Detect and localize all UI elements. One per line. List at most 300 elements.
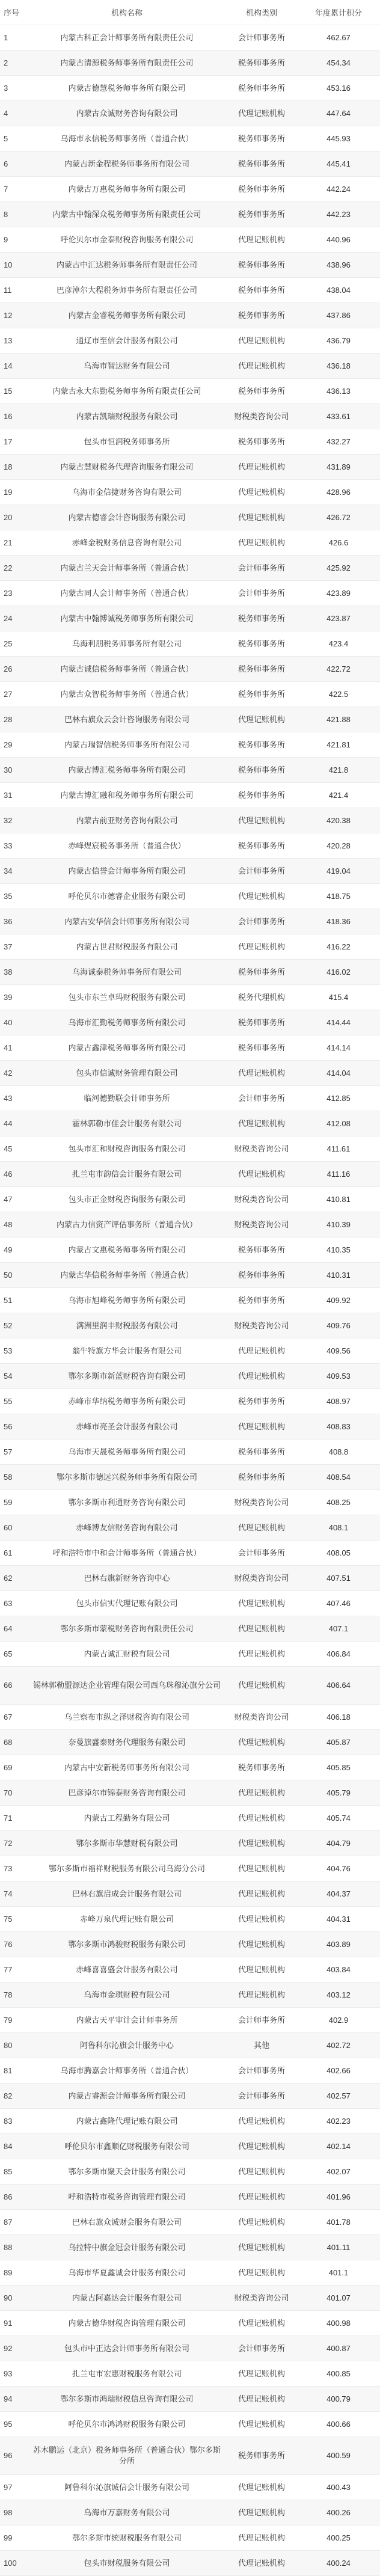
cell-score: 402.23 xyxy=(297,2109,380,2134)
cell-score: 462.67 xyxy=(297,25,380,51)
cell-type: 代理记账机构 xyxy=(226,2134,297,2159)
cell-type: 代理记账机构 xyxy=(226,505,297,530)
cell-no: 37 xyxy=(0,934,28,960)
cell-score: 421.4 xyxy=(297,783,380,808)
cell-type: 代理记账机构 xyxy=(226,2475,297,2500)
cell-type: 代理记账机构 xyxy=(226,2210,297,2235)
cell-score: 401.1 xyxy=(297,2260,380,2286)
cell-no: 99 xyxy=(0,2525,28,2551)
cell-score: 423.89 xyxy=(297,581,380,606)
cell-type: 其他 xyxy=(226,2033,297,2058)
table-row xyxy=(0,1313,380,1339)
cell-name: 内蒙古安华信会计师事务所有限公司 xyxy=(28,909,226,934)
cell-name: 呼和浩特市税务咨询管理有限公司 xyxy=(28,2185,226,2210)
cell-score: 410.35 xyxy=(297,1237,380,1263)
cell-type: 代理记账机构 xyxy=(226,2311,297,2336)
cell-no: 21 xyxy=(0,530,28,556)
cell-name: 巴彦淖尔大程税务师事务所有限责任公司 xyxy=(28,278,226,303)
cell-name: 奈曼旗盛泰财务代理服务有限公司 xyxy=(28,1730,226,1755)
table-row xyxy=(0,783,380,808)
cell-no: 75 xyxy=(0,1907,28,1932)
cell-type: 财税类咨询公司 xyxy=(226,1136,297,1162)
table-row xyxy=(0,1237,380,1263)
table-row xyxy=(0,1162,380,1187)
cell-score: 402.9 xyxy=(297,2008,380,2033)
cell-type: 代理记账机构 xyxy=(226,2387,297,2412)
cell-no: 70 xyxy=(0,1780,28,1806)
cell-score: 406.64 xyxy=(297,1667,380,1705)
table-row xyxy=(0,1263,380,1288)
table-row xyxy=(0,2008,380,2033)
table-row xyxy=(0,1389,380,1414)
cell-no: 88 xyxy=(0,2235,28,2260)
table-row xyxy=(0,1780,380,1806)
cell-name: 霍林郭勒市佳会计服务有限公司 xyxy=(28,1111,226,1136)
table-row xyxy=(0,505,380,530)
cell-score: 453.16 xyxy=(297,76,380,101)
cell-no: 44 xyxy=(0,1111,28,1136)
table-row xyxy=(0,1414,380,1440)
cell-score: 404.76 xyxy=(297,1856,380,1881)
cell-no: 73 xyxy=(0,1856,28,1881)
cell-score: 420.38 xyxy=(297,808,380,833)
cell-type: 代理记账机构 xyxy=(226,480,297,505)
cell-name: 内蒙古中汇达税务师事务所有限责任公司 xyxy=(28,253,226,278)
table-row xyxy=(0,1566,380,1591)
cell-name: 内蒙古慧财税务代理咨询服务有限公司 xyxy=(28,455,226,480)
cell-type: 税务师事务所 xyxy=(226,303,297,328)
cell-type: 代理记账机构 xyxy=(226,2525,297,2551)
table-row xyxy=(0,833,380,859)
cell-score: 405.85 xyxy=(297,1755,380,1780)
cell-type: 税务师事务所 xyxy=(226,960,297,985)
cell-type: 税务师事务所 xyxy=(226,606,297,631)
cell-no: 65 xyxy=(0,1642,28,1667)
cell-type: 代理记账机构 xyxy=(226,1831,297,1856)
cell-score: 414.14 xyxy=(297,1035,380,1061)
cell-name: 包头市信诚财务管理有限公司 xyxy=(28,1061,226,1086)
cell-type: 会计师事务所 xyxy=(226,909,297,934)
cell-type: 代理记账机构 xyxy=(226,1061,297,1086)
cell-no: 28 xyxy=(0,707,28,732)
table-row xyxy=(0,657,380,682)
cell-score: 408.05 xyxy=(297,1541,380,1566)
table-row xyxy=(0,2210,380,2235)
table-row xyxy=(0,1806,380,1831)
cell-name: 内蒙古天平审计会计师事务所 xyxy=(28,2008,226,2033)
cell-name: 内蒙古华信税务师事务所（普通合伙） xyxy=(28,1263,226,1288)
table-row xyxy=(0,1111,380,1136)
table-row xyxy=(0,328,380,354)
cell-no: 48 xyxy=(0,1212,28,1237)
cell-no: 10 xyxy=(0,253,28,278)
cell-name: 内蒙古诚汇财税有限公司 xyxy=(28,1642,226,1667)
table-row xyxy=(0,2500,380,2525)
cell-score: 422.5 xyxy=(297,682,380,707)
cell-no: 72 xyxy=(0,1831,28,1856)
cell-name: 阿鲁科尔沁旗会计服务中心 xyxy=(28,2033,226,2058)
cell-score: 438.04 xyxy=(297,278,380,303)
cell-name: 呼伦贝尔市金泰财税咨询服务有限公司 xyxy=(28,227,226,253)
cell-name: 内蒙古新金程税务师事务所有限公司 xyxy=(28,152,226,177)
cell-name: 内蒙古瑞智信税务师事务所有限公司 xyxy=(28,732,226,758)
cell-type: 代理记账机构 xyxy=(226,1111,297,1136)
table-row xyxy=(0,1465,380,1490)
table-row xyxy=(0,758,380,783)
cell-name: 内蒙古万惠税务师事务所有限公司 xyxy=(28,177,226,202)
cell-name: 内蒙古世君财税服务有限公司 xyxy=(28,934,226,960)
cell-no: 23 xyxy=(0,581,28,606)
cell-score: 400.26 xyxy=(297,2500,380,2525)
cell-score: 428.96 xyxy=(297,480,380,505)
cell-type: 税务师事务所 xyxy=(226,1440,297,1465)
cell-name: 鄂尔多斯市聚天会计服务有限公司 xyxy=(28,2159,226,2185)
cell-type: 代理记账机构 xyxy=(226,1907,297,1932)
cell-name: 赤峰市亮圣会计服务有限公司 xyxy=(28,1414,226,1440)
table-row xyxy=(0,25,380,51)
cell-name: 乌兰察布市纵之泽财税咨询有限公司 xyxy=(28,1705,226,1730)
cell-type: 财税类咨询公司 xyxy=(226,1705,297,1730)
cell-type: 代理记账机构 xyxy=(226,1881,297,1907)
cell-no: 18 xyxy=(0,455,28,480)
table-row xyxy=(0,1705,380,1730)
cell-no: 5 xyxy=(0,126,28,152)
table-row xyxy=(0,1061,380,1086)
cell-name: 内蒙古中翰博诚税务师事务所有限公司 xyxy=(28,606,226,631)
table-row xyxy=(0,2475,380,2500)
cell-score: 416.02 xyxy=(297,960,380,985)
cell-name: 赤峰煜宸税务事务所（普通合伙） xyxy=(28,833,226,859)
cell-score: 407.46 xyxy=(297,1591,380,1616)
cell-type: 代理记账机构 xyxy=(226,2235,297,2260)
table-row xyxy=(0,1932,380,1957)
cell-type: 代理记账机构 xyxy=(226,934,297,960)
cell-score: 412.85 xyxy=(297,1086,380,1111)
cell-score: 423.87 xyxy=(297,606,380,631)
cell-type: 会计师事务所 xyxy=(226,556,297,581)
table-row xyxy=(0,455,380,480)
cell-name: 鄂尔多斯市统财税服务有限公司 xyxy=(28,2525,226,2551)
cell-name: 巴林右旗新财务咨询中心 xyxy=(28,1566,226,1591)
table-row xyxy=(0,202,380,227)
cell-type: 代理记账机构 xyxy=(226,1515,297,1541)
cell-name: 内蒙古众智税务师事务所（普通合伙） xyxy=(28,682,226,707)
cell-score: 405.79 xyxy=(297,1780,380,1806)
cell-score: 408.97 xyxy=(297,1389,380,1414)
cell-no: 86 xyxy=(0,2185,28,2210)
cell-type: 代理记账机构 xyxy=(226,2551,297,2576)
cell-score: 418.36 xyxy=(297,909,380,934)
cell-no: 58 xyxy=(0,1465,28,1490)
cell-name: 巴林右旗众诚财会服务有限公司 xyxy=(28,2210,226,2235)
table-row xyxy=(0,76,380,101)
cell-type: 财税类咨询公司 xyxy=(226,1187,297,1212)
cell-name: 乌海市腾嘉会计师事务所（普通合伙） xyxy=(28,2058,226,2084)
cell-name: 内蒙古睿源会计师事务所有限公司 xyxy=(28,2084,226,2109)
cell-type: 代理记账机构 xyxy=(226,2185,297,2210)
table-row xyxy=(0,1881,380,1907)
cell-score: 415.4 xyxy=(297,985,380,1010)
cell-name: 满洲里润丰财税服务有限公司 xyxy=(28,1313,226,1339)
cell-name: 通辽市至信会计服务有限公司 xyxy=(28,328,226,354)
cell-score: 411.16 xyxy=(297,1162,380,1187)
table-row xyxy=(0,884,380,909)
cell-type: 代理记账机构 xyxy=(226,530,297,556)
cell-no: 46 xyxy=(0,1162,28,1187)
table-row xyxy=(0,2033,380,2058)
cell-no: 83 xyxy=(0,2109,28,2134)
cell-no: 92 xyxy=(0,2336,28,2361)
cell-score: 442.24 xyxy=(297,177,380,202)
cell-name: 包头市汇和财税咨询服务有限公司 xyxy=(28,1136,226,1162)
table-row xyxy=(0,126,380,152)
cell-no: 53 xyxy=(0,1339,28,1364)
cell-type: 代理记账机构 xyxy=(226,1957,297,1983)
table-row xyxy=(0,2134,380,2159)
cell-type: 代理记账机构 xyxy=(226,1856,297,1881)
cell-no: 90 xyxy=(0,2286,28,2311)
cell-score: 412.08 xyxy=(297,1111,380,1136)
cell-no: 63 xyxy=(0,1591,28,1616)
cell-no: 43 xyxy=(0,1086,28,1111)
cell-type: 税务师事务所 xyxy=(226,732,297,758)
table-row xyxy=(0,1086,380,1111)
cell-no: 1 xyxy=(0,25,28,51)
cell-name: 内蒙古博汇税务师事务所有限公司 xyxy=(28,758,226,783)
table-row xyxy=(0,1136,380,1162)
cell-no: 97 xyxy=(0,2475,28,2500)
cell-score: 420.28 xyxy=(297,833,380,859)
cell-score: 426.6 xyxy=(297,530,380,556)
cell-type: 会计师事务所 xyxy=(226,2336,297,2361)
cell-no: 15 xyxy=(0,379,28,404)
cell-no: 85 xyxy=(0,2159,28,2185)
table-row xyxy=(0,909,380,934)
cell-score: 445.93 xyxy=(297,126,380,152)
table-row xyxy=(0,303,380,328)
table-row xyxy=(0,1642,380,1667)
table-row xyxy=(0,2185,380,2210)
cell-score: 400.25 xyxy=(297,2525,380,2551)
cell-no: 33 xyxy=(0,833,28,859)
cell-name: 巴彦淖尔市锦泰财务咨询有限公司 xyxy=(28,1780,226,1806)
cell-score: 404.31 xyxy=(297,1907,380,1932)
cell-name: 呼和浩特市中和会计师事务所（普通合伙） xyxy=(28,1541,226,1566)
cell-type: 税务师事务所 xyxy=(226,1035,297,1061)
cell-name: 乌海市汇勤税务师事务所有限公司 xyxy=(28,1010,226,1035)
cell-type: 税务师事务所 xyxy=(226,1465,297,1490)
cell-no: 55 xyxy=(0,1389,28,1414)
cell-no: 45 xyxy=(0,1136,28,1162)
cell-type: 财税类咨询公司 xyxy=(226,1566,297,1591)
table-row xyxy=(0,2387,380,2412)
cell-no: 74 xyxy=(0,1881,28,1907)
cell-no: 79 xyxy=(0,2008,28,2033)
header-score: 年度累计积分 xyxy=(297,0,380,25)
table-row xyxy=(0,859,380,884)
cell-no: 66 xyxy=(0,1667,28,1705)
cell-no: 30 xyxy=(0,758,28,783)
cell-no: 100 xyxy=(0,2551,28,2576)
cell-no: 56 xyxy=(0,1414,28,1440)
cell-type: 税务师事务所 xyxy=(226,833,297,859)
cell-score: 403.12 xyxy=(297,1983,380,2008)
cell-name: 呼伦贝尔市鸿鸿财税服务有限公司 xyxy=(28,2412,226,2437)
cell-name: 扎兰屯市韵信会计服务有限公司 xyxy=(28,1162,226,1187)
cell-type: 代理记账机构 xyxy=(226,2109,297,2134)
cell-name: 鄂尔多斯市新蓝财税咨询有限公司 xyxy=(28,1364,226,1389)
cell-no: 76 xyxy=(0,1932,28,1957)
cell-score: 402.72 xyxy=(297,2033,380,2058)
table-row xyxy=(0,429,380,455)
cell-type: 税务师事务所 xyxy=(226,51,297,76)
cell-name: 阿鲁科尔沁旗诚信会计服务有限公司 xyxy=(28,2475,226,2500)
cell-no: 52 xyxy=(0,1313,28,1339)
cell-score: 409.56 xyxy=(297,1339,380,1364)
cell-no: 9 xyxy=(0,227,28,253)
cell-no: 17 xyxy=(0,429,28,455)
cell-name: 鄂尔多斯市福祥财税服务有限公司乌海分公司 xyxy=(28,1856,226,1881)
cell-no: 81 xyxy=(0,2058,28,2084)
table-header xyxy=(0,0,380,25)
cell-score: 422.72 xyxy=(297,657,380,682)
cell-type: 代理记账机构 xyxy=(226,707,297,732)
table-row xyxy=(0,1983,380,2008)
table-row xyxy=(0,152,380,177)
cell-name: 内蒙古信誉会计师事务所有限公司 xyxy=(28,859,226,884)
cell-no: 57 xyxy=(0,1440,28,1465)
cell-score: 431.89 xyxy=(297,455,380,480)
cell-score: 406.18 xyxy=(297,1705,380,1730)
cell-type: 代理记账机构 xyxy=(226,884,297,909)
cell-type: 代理记账机构 xyxy=(226,1642,297,1667)
cell-name: 内蒙古力信资产评估事务所（普通合伙） xyxy=(28,1212,226,1237)
cell-score: 442.23 xyxy=(297,202,380,227)
cell-no: 34 xyxy=(0,859,28,884)
table-row xyxy=(0,1339,380,1364)
cell-no: 77 xyxy=(0,1957,28,1983)
cell-name: 呼伦贝尔市鑫顺亿财税服务有限公司 xyxy=(28,2134,226,2159)
cell-score: 405.74 xyxy=(297,1806,380,1831)
cell-name: 鄂尔多斯市蒙税财务咨询有限责任公司 xyxy=(28,1616,226,1642)
cell-type: 会计师事务所 xyxy=(226,859,297,884)
table-row xyxy=(0,379,380,404)
cell-name: 内蒙古工程勤务有限公司 xyxy=(28,1806,226,1831)
table-row xyxy=(0,606,380,631)
cell-no: 91 xyxy=(0,2311,28,2336)
cell-score: 418.75 xyxy=(297,884,380,909)
table-row xyxy=(0,530,380,556)
cell-score: 438.96 xyxy=(297,253,380,278)
cell-type: 代理记账机构 xyxy=(226,1591,297,1616)
cell-name: 乌海市天晟税务师事务所有限公司 xyxy=(28,1440,226,1465)
cell-no: 27 xyxy=(0,682,28,707)
cell-score: 440.96 xyxy=(297,227,380,253)
cell-type: 税务师事务所 xyxy=(226,1755,297,1780)
cell-name: 包头市东兰卓玛财税服务有限公司 xyxy=(28,985,226,1010)
cell-type: 税务师事务所 xyxy=(226,177,297,202)
cell-score: 401.07 xyxy=(297,2286,380,2311)
table-body xyxy=(0,25,380,2576)
cell-type: 代理记账机构 xyxy=(226,1806,297,1831)
cell-name: 包头市恒润税务师事务所 xyxy=(28,429,226,455)
cell-type: 会计师事务所 xyxy=(226,25,297,51)
table-row xyxy=(0,556,380,581)
cell-name: 内蒙古德华财税咨询管理有限公司 xyxy=(28,2311,226,2336)
cell-name: 内蒙古诚信税务师事务所（普通合伙） xyxy=(28,657,226,682)
cell-no: 87 xyxy=(0,2210,28,2235)
cell-name: 乌海市旭峰税务师事务所有限公司 xyxy=(28,1288,226,1313)
cell-no: 94 xyxy=(0,2387,28,2412)
table-row xyxy=(0,1490,380,1515)
cell-score: 400.98 xyxy=(297,2311,380,2336)
cell-type: 税务师事务所 xyxy=(226,126,297,152)
cell-score: 400.59 xyxy=(297,2437,380,2475)
cell-score: 421.88 xyxy=(297,707,380,732)
table-row xyxy=(0,808,380,833)
cell-no: 93 xyxy=(0,2361,28,2387)
cell-name: 赤峰喜喜盛会计服务有限公司 xyxy=(28,1957,226,1983)
cell-score: 411.61 xyxy=(297,1136,380,1162)
cell-score: 403.84 xyxy=(297,1957,380,1983)
table-row xyxy=(0,253,380,278)
cell-type: 税务师事务所 xyxy=(226,76,297,101)
cell-name: 锡林郭勒盟源达企业管理有限公司西乌珠穆沁旗分公司 xyxy=(28,1667,226,1705)
cell-score: 406.84 xyxy=(297,1642,380,1667)
cell-type: 会计师事务所 xyxy=(226,2008,297,2033)
table-row xyxy=(0,2361,380,2387)
table-row xyxy=(0,1035,380,1061)
cell-name: 内蒙古清源税务师事务所有限责任公司 xyxy=(28,51,226,76)
cell-name: 鄂尔多斯市利通财务咨询有限公司 xyxy=(28,1490,226,1515)
cell-type: 财税类咨询公司 xyxy=(226,1313,297,1339)
cell-type: 代理记账机构 xyxy=(226,2260,297,2286)
cell-type: 代理记账机构 xyxy=(226,808,297,833)
cell-name: 包头市正金财税咨询服务有限公司 xyxy=(28,1187,226,1212)
cell-score: 401.96 xyxy=(297,2185,380,2210)
cell-score: 410.31 xyxy=(297,1263,380,1288)
table-row xyxy=(0,2235,380,2260)
cell-score: 421.81 xyxy=(297,732,380,758)
cell-no: 41 xyxy=(0,1035,28,1061)
cell-type: 财税类咨询公司 xyxy=(226,404,297,429)
cell-name: 内蒙古永大东勤税务师事务所有限责任公司 xyxy=(28,379,226,404)
cell-type: 税务师事务所 xyxy=(226,1288,297,1313)
cell-score: 409.92 xyxy=(297,1288,380,1313)
table-row xyxy=(0,2286,380,2311)
cell-name: 赤峰万泉代理记账有限公司 xyxy=(28,1907,226,1932)
cell-score: 402.66 xyxy=(297,2058,380,2084)
cell-name: 巴林右旗启成会计服务有限公司 xyxy=(28,1881,226,1907)
cell-no: 12 xyxy=(0,303,28,328)
cell-score: 414.04 xyxy=(297,1061,380,1086)
cell-type: 财税类咨询公司 xyxy=(226,2286,297,2311)
cell-no: 13 xyxy=(0,328,28,354)
cell-score: 421.8 xyxy=(297,758,380,783)
cell-score: 423.4 xyxy=(297,631,380,657)
cell-score: 425.92 xyxy=(297,556,380,581)
cell-score: 408.8 xyxy=(297,1440,380,1465)
cell-no: 96 xyxy=(0,2437,28,2475)
table-row xyxy=(0,2311,380,2336)
cell-no: 64 xyxy=(0,1616,28,1642)
table-row xyxy=(0,2109,380,2134)
cell-type: 代理记账机构 xyxy=(226,1780,297,1806)
cell-no: 6 xyxy=(0,152,28,177)
cell-name: 乌海市金信捷财务咨询有限公司 xyxy=(28,480,226,505)
cell-type: 税务师事务所 xyxy=(226,657,297,682)
cell-score: 436.18 xyxy=(297,354,380,379)
